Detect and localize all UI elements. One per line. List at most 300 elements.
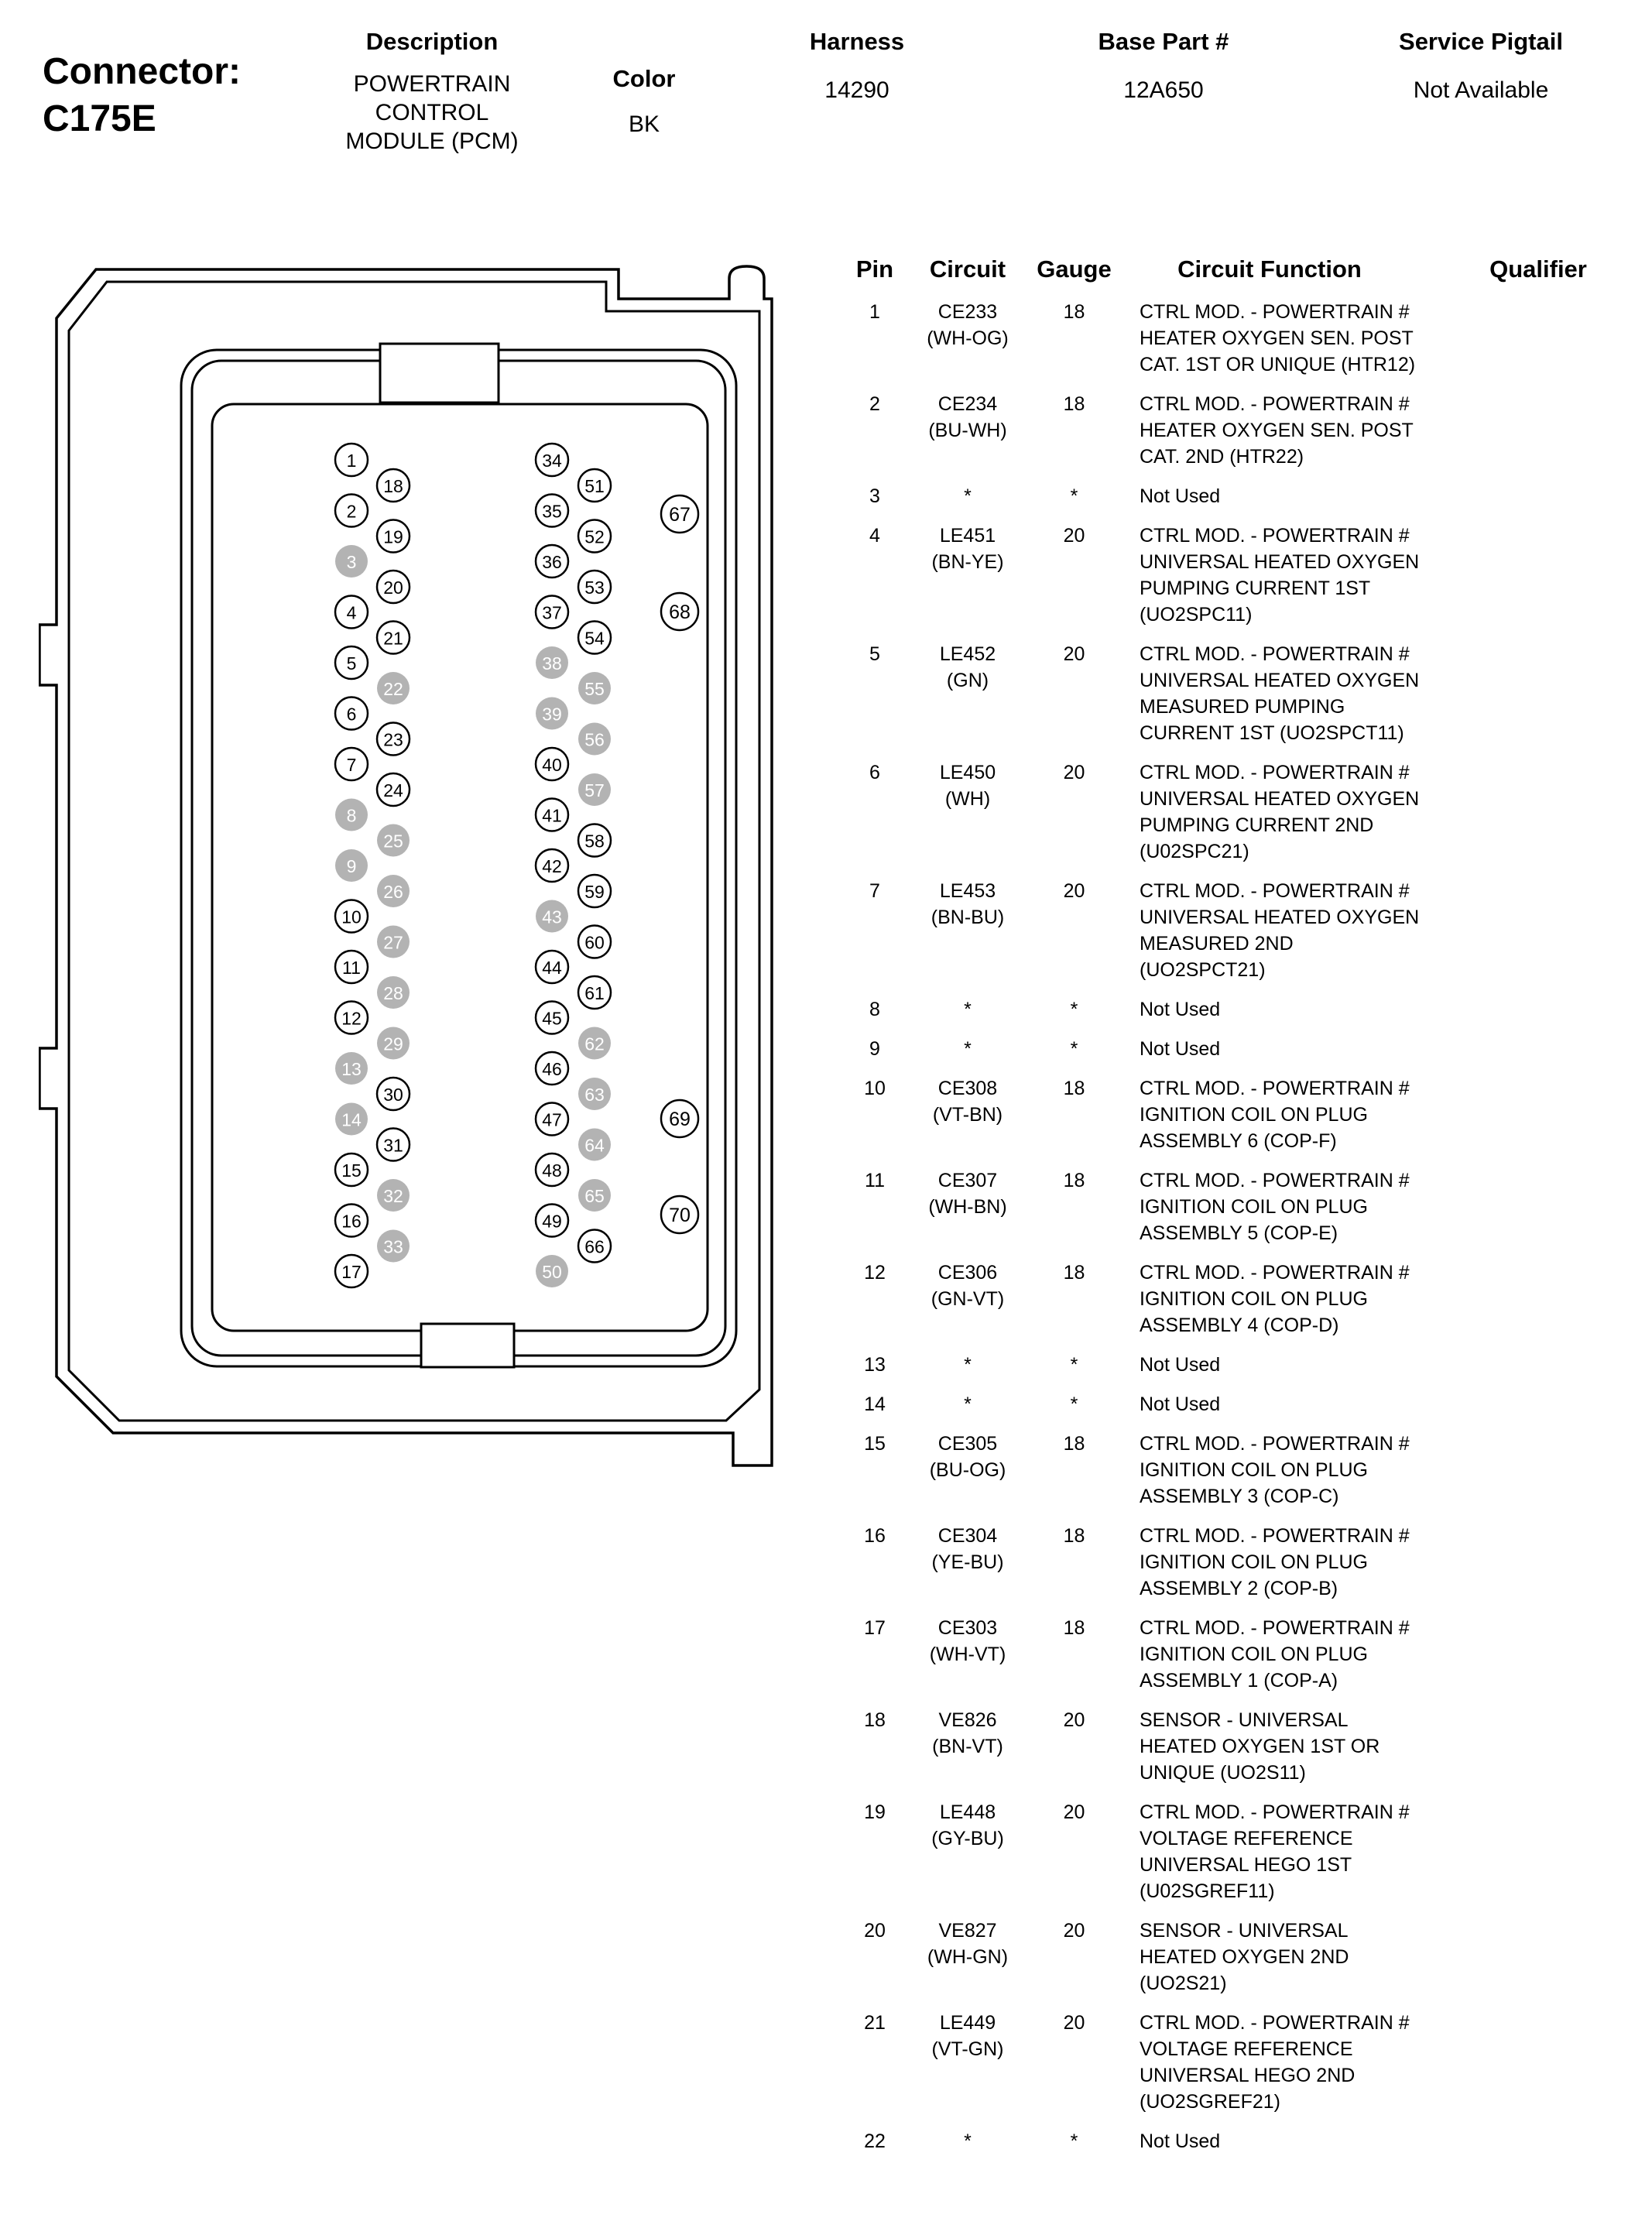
circuit-cell	[902, 1167, 1033, 1220]
circuit-cell	[902, 1352, 1033, 1378]
circuit-code: *	[964, 485, 972, 507]
svg-text:51: 51	[584, 476, 605, 496]
circuit-color-code: (YE-BU)	[931, 1551, 1004, 1573]
pin-44	[536, 951, 568, 983]
connector-title	[43, 48, 241, 143]
pin-9	[335, 849, 368, 882]
table-row	[848, 483, 1652, 509]
pin-28	[377, 976, 410, 1009]
connector-diagram	[39, 263, 852, 1626]
svg-text:25: 25	[383, 831, 403, 852]
pin-45	[536, 1002, 568, 1034]
svg-text:63: 63	[584, 1085, 605, 1105]
pin-64	[578, 1129, 611, 1161]
pin-46	[536, 1052, 568, 1085]
pin-20	[377, 571, 410, 603]
svg-text:46: 46	[542, 1059, 562, 1079]
pin-54	[578, 622, 611, 654]
pin-36	[536, 545, 568, 578]
pin-number-cell: 17	[864, 1617, 886, 1639]
circuit-color-code: (GN-VT)	[931, 1288, 1005, 1310]
svg-text:8: 8	[346, 805, 357, 826]
description-block	[324, 28, 540, 156]
pin-2	[335, 495, 368, 527]
pin-number-cell: 16	[864, 1525, 886, 1547]
pin-57	[578, 773, 611, 806]
shell-outer	[181, 350, 736, 1366]
svg-text:59: 59	[584, 882, 605, 902]
circuit-function-cell: CTRL MOD. - POWERTRAIN # HEATER OXYGEN SEN. POST CAT. 2ND (HTR22)	[1140, 393, 1414, 468]
svg-text:29: 29	[383, 1033, 403, 1054]
circuit-code: LE450	[939, 762, 996, 783]
circuit-cell	[902, 1075, 1033, 1128]
base-part-label: Base Part #	[1098, 28, 1229, 55]
svg-text:2: 2	[346, 501, 357, 522]
svg-text:26: 26	[383, 882, 403, 902]
pin-table-body	[848, 299, 1652, 2154]
circuit-code: LE451	[939, 525, 996, 547]
circuit-color-code: (BN-YE)	[931, 551, 1004, 573]
gauge-cell: *	[1070, 1393, 1078, 1415]
gauge-cell: 18	[1063, 1170, 1085, 1191]
table-row	[848, 878, 1652, 983]
table-row	[848, 1707, 1652, 1786]
color-value: BK	[628, 111, 660, 137]
circuit-function-cell: CTRL MOD. - POWERTRAIN # IGNITION COIL ON PLUG ASSEMBLY 2 (COP-B)	[1140, 1525, 1410, 1599]
svg-text:42: 42	[542, 856, 562, 876]
circuit-cell	[902, 1431, 1033, 1483]
circuit-code: CE307	[937, 1170, 998, 1191]
circuit-function-cell: SENSOR - UNIVERSAL HEATED OXYGEN 2ND (UO2S21)	[1140, 1920, 1349, 1994]
pin-number-cell: 18	[864, 1709, 886, 1731]
svg-text:62: 62	[584, 1033, 605, 1054]
pin-63	[578, 1078, 611, 1110]
pin-37	[536, 596, 568, 629]
pin-56	[578, 723, 611, 756]
svg-text:57: 57	[584, 780, 605, 800]
svg-text:38: 38	[542, 653, 562, 674]
pin-number-cell: 5	[869, 643, 880, 665]
pin-23	[377, 723, 410, 756]
pin-number-cell: 13	[864, 1354, 886, 1376]
gauge-cell: 18	[1063, 1433, 1085, 1455]
pin-number-cell: 8	[869, 999, 880, 1020]
pin-29	[377, 1027, 410, 1060]
pin-53	[578, 571, 611, 603]
svg-text:34: 34	[542, 451, 562, 471]
circuit-function-cell: CTRL MOD. - POWERTRAIN # VOLTAGE REFERENCE UNIVERSAL HEGO 1ST (U02SGREF11)	[1140, 1801, 1410, 1902]
pin-66	[578, 1230, 611, 1263]
pin-11	[335, 951, 368, 983]
circuit-cell	[902, 2128, 1033, 2154]
pin-number-cell: 9	[869, 1038, 880, 1060]
connector-id: C175E	[43, 98, 156, 140]
base-part-value: 12A650	[1123, 77, 1204, 103]
table-row	[848, 1036, 1652, 1062]
pin-4	[335, 596, 368, 629]
pin-39	[536, 698, 568, 730]
pin-table-header	[848, 255, 1652, 283]
table-row	[848, 299, 1652, 378]
pin-number-cell: 7	[869, 880, 880, 902]
circuit-function-cell: Not Used	[1140, 2130, 1221, 2152]
pin-21	[377, 622, 410, 654]
circuit-code: CE234	[937, 393, 998, 415]
table-row	[848, 1431, 1652, 1510]
circuit-cell	[902, 2010, 1033, 2062]
circuit-code: VE827	[938, 1920, 997, 1942]
svg-text:36: 36	[542, 552, 562, 572]
svg-text:27: 27	[383, 932, 403, 953]
pin-3	[335, 545, 368, 578]
gauge-cell: *	[1070, 1038, 1078, 1060]
pin-40	[536, 748, 568, 780]
circuit-cell	[902, 878, 1033, 931]
table-row	[848, 1523, 1652, 1602]
harness-label: Harness	[809, 28, 905, 55]
circuit-code: LE448	[939, 1801, 996, 1823]
circuit-function-cell: CTRL MOD. - POWERTRAIN # UNIVERSAL HEATED OXYGEN MEASURED 2ND (UO2SPCT21)	[1140, 880, 1420, 981]
pin-5	[335, 646, 368, 679]
housing-outer-outline	[39, 266, 772, 1465]
circuit-function-cell: CTRL MOD. - POWERTRAIN # UNIVERSAL HEATED OXYGEN MEASURED PUMPING CURRENT 1ST (UO2SPCT11)	[1140, 643, 1420, 744]
pin-25	[377, 824, 410, 857]
pin-32	[377, 1179, 410, 1212]
svg-text:43: 43	[542, 907, 562, 927]
pin-60	[578, 926, 611, 958]
circuit-color-code: (BU-OG)	[929, 1459, 1006, 1481]
gauge-cell: 20	[1063, 1801, 1085, 1823]
pin-50	[536, 1255, 568, 1287]
circuit-color-code: (BN-VT)	[932, 1736, 1003, 1757]
pin-number-cell: 14	[864, 1393, 886, 1415]
svg-text:17: 17	[341, 1262, 362, 1282]
svg-text:52: 52	[584, 526, 605, 547]
pin-61	[578, 976, 611, 1009]
circuit-color-code: (VT-GN)	[931, 2038, 1004, 2060]
table-row	[848, 2010, 1652, 2115]
gauge-cell: 20	[1063, 525, 1085, 547]
gauge-cell: 18	[1063, 1262, 1085, 1284]
circuit-code: *	[964, 2130, 972, 2152]
svg-text:54: 54	[584, 628, 605, 649]
svg-text:23: 23	[383, 729, 403, 750]
svg-text:66: 66	[584, 1236, 605, 1257]
svg-text:70: 70	[669, 1205, 691, 1226]
pin-number-cell: 4	[869, 525, 880, 547]
circuit-cell	[902, 1260, 1033, 1312]
circuit-cell	[902, 996, 1033, 1023]
circuit-cell	[902, 641, 1033, 694]
color-block	[598, 65, 691, 139]
shell-inner	[192, 361, 725, 1356]
service-pigtail-label: Service Pigtail	[1399, 28, 1563, 55]
circuit-code: CE233	[937, 301, 998, 323]
pin-65	[578, 1179, 611, 1212]
gauge-cell: 20	[1063, 643, 1085, 665]
svg-text:28: 28	[383, 983, 403, 1003]
header-pin: Pin	[855, 255, 894, 283]
pin-69	[661, 1100, 698, 1137]
svg-text:55: 55	[584, 679, 605, 699]
pin-24	[377, 773, 410, 806]
pin-67	[661, 495, 698, 533]
pin-layer	[335, 444, 698, 1287]
circuit-cell	[902, 299, 1033, 351]
pin-12	[335, 1002, 368, 1034]
description-line-3: MODULE (PCM)	[345, 129, 519, 154]
circuit-color-code: (WH-OG)	[927, 327, 1009, 349]
circuit-color-code: (BN-BU)	[931, 907, 1005, 928]
gauge-cell: 18	[1063, 1617, 1085, 1639]
circuit-code: CE306	[937, 1262, 998, 1284]
svg-text:32: 32	[383, 1186, 403, 1206]
table-row	[848, 1918, 1652, 1997]
svg-text:31: 31	[383, 1135, 403, 1156]
circuit-function-cell: CTRL MOD. - POWERTRAIN # IGNITION COIL ON PLUG ASSEMBLY 6 (COP-F)	[1140, 1078, 1410, 1152]
table-row	[848, 1260, 1652, 1339]
svg-text:6: 6	[346, 704, 357, 725]
pin-55	[578, 672, 611, 704]
svg-text:67: 67	[669, 504, 691, 526]
svg-text:18: 18	[383, 476, 403, 496]
circuit-function-cell: CTRL MOD. - POWERTRAIN # UNIVERSAL HEATED OXYGEN PUMPING CURRENT 2ND (U02SPC21)	[1140, 762, 1420, 862]
svg-text:40: 40	[542, 755, 562, 775]
svg-text:5: 5	[346, 653, 357, 674]
svg-text:15: 15	[341, 1160, 362, 1181]
pin-70	[661, 1196, 698, 1233]
pin-26	[377, 875, 410, 907]
svg-text:48: 48	[542, 1160, 562, 1181]
svg-text:3: 3	[346, 552, 357, 572]
gauge-cell: *	[1070, 1354, 1078, 1376]
circuit-cell	[902, 1615, 1033, 1668]
gauge-cell: *	[1070, 2130, 1078, 2152]
circuit-function-cell: Not Used	[1140, 999, 1221, 1020]
circuit-cell	[902, 483, 1033, 509]
circuit-code: LE452	[939, 643, 996, 665]
pin-43	[536, 900, 568, 933]
svg-text:45: 45	[542, 1008, 562, 1029]
circuit-function-cell: CTRL MOD. - POWERTRAIN # HEATER OXYGEN SEN. POST CAT. 1ST OR UNIQUE (HTR12)	[1140, 301, 1416, 375]
circuit-color-code: (WH-BN)	[928, 1196, 1007, 1218]
pin-38	[536, 646, 568, 679]
circuit-function-cell: CTRL MOD. - POWERTRAIN # IGNITION COIL ON PLUG ASSEMBLY 4 (COP-D)	[1140, 1262, 1410, 1336]
pin-number-cell: 19	[864, 1801, 886, 1823]
pin-number-cell: 10	[864, 1078, 886, 1099]
svg-text:14: 14	[341, 1109, 362, 1130]
base-part-block	[1067, 28, 1260, 105]
gauge-cell: 18	[1063, 393, 1085, 415]
pin-27	[377, 926, 410, 958]
svg-text:68: 68	[669, 602, 691, 623]
pin-47	[536, 1103, 568, 1136]
svg-text:64: 64	[584, 1135, 605, 1156]
svg-text:60: 60	[584, 932, 605, 953]
pin-number-cell: 6	[869, 762, 880, 783]
bottom-key-notch	[421, 1324, 514, 1367]
pin-number-cell: 1	[869, 301, 880, 323]
svg-text:33: 33	[383, 1236, 403, 1257]
circuit-code: *	[964, 999, 972, 1020]
svg-text:69: 69	[669, 1109, 691, 1130]
gauge-cell: 20	[1063, 880, 1085, 902]
svg-text:13: 13	[341, 1059, 362, 1079]
description-label: Description	[365, 28, 499, 55]
connector-label: Connector:	[43, 51, 241, 92]
circuit-cell	[902, 1036, 1033, 1062]
color-label: Color	[612, 65, 676, 92]
circuit-function-cell: Not Used	[1140, 1038, 1221, 1060]
circuit-color-code: (WH-GN)	[927, 1946, 1009, 1968]
pin-17	[335, 1255, 368, 1287]
circuit-code: CE308	[937, 1078, 998, 1099]
svg-text:24: 24	[383, 780, 403, 800]
pin-42	[536, 849, 568, 882]
pin-7	[335, 748, 368, 780]
circuit-color-code: (GN)	[946, 670, 989, 691]
circuit-code: *	[964, 1354, 972, 1376]
svg-text:9: 9	[346, 856, 357, 876]
pin-number-cell: 2	[869, 393, 880, 415]
circuit-color-code: (WH-VT)	[929, 1644, 1006, 1665]
harness-block	[768, 28, 946, 105]
circuit-cell	[902, 759, 1033, 812]
housing-inner-outline	[69, 282, 759, 1421]
gauge-cell: 20	[1063, 1709, 1085, 1731]
svg-text:49: 49	[542, 1211, 562, 1232]
circuit-code: CE305	[937, 1433, 998, 1455]
circuit-function-cell: Not Used	[1140, 1354, 1221, 1376]
svg-text:56: 56	[584, 729, 605, 750]
circuit-function-cell: SENSOR - UNIVERSAL HEATED OXYGEN 1ST OR UNIQUE (UO2S11)	[1140, 1709, 1380, 1784]
pin-number-cell: 3	[869, 485, 880, 507]
gauge-cell: 20	[1063, 2012, 1085, 2034]
pin-6	[335, 698, 368, 730]
circuit-code: *	[964, 1038, 972, 1060]
svg-text:44: 44	[542, 958, 562, 978]
table-row	[848, 641, 1652, 746]
table-row	[848, 996, 1652, 1023]
gauge-cell: 18	[1063, 1078, 1085, 1099]
pin-10	[335, 900, 368, 933]
pin-number-cell: 21	[864, 2012, 886, 2034]
circuit-function-cell: CTRL MOD. - POWERTRAIN # UNIVERSAL HEATED OXYGEN PUMPING CURRENT 1ST (UO2SPC11)	[1140, 525, 1420, 626]
pin-33	[377, 1230, 410, 1263]
svg-text:19: 19	[383, 526, 403, 547]
table-row	[848, 1799, 1652, 1904]
pin-number-cell: 15	[864, 1433, 886, 1455]
service-pigtail-block	[1365, 28, 1597, 105]
svg-text:58: 58	[584, 831, 605, 852]
header-qualifier: Qualifier	[1489, 255, 1587, 283]
pin-19	[377, 520, 410, 553]
circuit-cell	[902, 1707, 1033, 1760]
circuit-function-cell: CTRL MOD. - POWERTRAIN # IGNITION COIL ON PLUG ASSEMBLY 3 (COP-C)	[1140, 1433, 1410, 1507]
pin-62	[578, 1027, 611, 1060]
circuit-cell	[902, 1918, 1033, 1970]
circuit-code: VE826	[938, 1709, 997, 1731]
table-row	[848, 759, 1652, 865]
pin-48	[536, 1153, 568, 1186]
svg-text:37: 37	[542, 602, 562, 623]
pin-18	[377, 469, 410, 502]
table-row	[848, 1391, 1652, 1417]
pin-15	[335, 1153, 368, 1186]
circuit-code: LE453	[939, 880, 996, 902]
pin-31	[377, 1129, 410, 1161]
circuit-cell	[902, 391, 1033, 444]
svg-text:12: 12	[341, 1008, 362, 1029]
harness-value: 14290	[824, 77, 889, 103]
table-row	[848, 1352, 1652, 1378]
circuit-cell	[902, 1391, 1033, 1417]
gauge-cell: 20	[1063, 1920, 1085, 1942]
pin-49	[536, 1205, 568, 1237]
pin-13	[335, 1052, 368, 1085]
circuit-cell	[902, 1799, 1033, 1852]
pin-field-outline	[212, 404, 708, 1331]
table-row	[848, 2128, 1652, 2154]
table-row	[848, 523, 1652, 628]
svg-text:41: 41	[542, 805, 562, 826]
circuit-color-code: (VT-BN)	[932, 1104, 1003, 1126]
svg-text:47: 47	[542, 1109, 562, 1130]
pin-52	[578, 520, 611, 553]
pin-number-cell: 22	[864, 2130, 886, 2152]
circuit-code: CE303	[937, 1617, 998, 1639]
svg-text:4: 4	[346, 602, 357, 623]
circuit-color-code: (BU-WH)	[928, 420, 1007, 441]
svg-text:22: 22	[383, 679, 403, 699]
circuit-function-cell: CTRL MOD. - POWERTRAIN # IGNITION COIL ON PLUG ASSEMBLY 1 (COP-A)	[1140, 1617, 1410, 1692]
table-row	[848, 391, 1652, 470]
svg-text:10: 10	[341, 907, 362, 927]
pin-30	[377, 1078, 410, 1110]
svg-text:16: 16	[341, 1211, 362, 1232]
service-pigtail-value: Not Available	[1413, 77, 1549, 103]
pin-58	[578, 824, 611, 857]
header-gauge: Gauge	[1037, 255, 1112, 283]
svg-text:35: 35	[542, 501, 562, 522]
circuit-cell	[902, 523, 1033, 575]
circuit-code: LE449	[939, 2012, 996, 2034]
circuit-color-code: (WH)	[944, 788, 991, 810]
circuit-function-cell: CTRL MOD. - POWERTRAIN # VOLTAGE REFERENCE UNIVERSAL HEGO 2ND (UO2SGREF21)	[1140, 2012, 1410, 2113]
pin-22	[377, 672, 410, 704]
gauge-cell: *	[1070, 999, 1078, 1020]
circuit-cell	[902, 1523, 1033, 1575]
header-circuit-function: Circuit Function	[1177, 255, 1362, 283]
pin-number-cell: 12	[864, 1262, 886, 1284]
pin-41	[536, 799, 568, 831]
pin-59	[578, 875, 611, 907]
gauge-cell: 18	[1063, 301, 1085, 323]
svg-text:20: 20	[383, 578, 403, 598]
svg-text:21: 21	[383, 628, 403, 649]
pin-34	[536, 444, 568, 476]
top-key-notch	[380, 344, 499, 403]
svg-text:53: 53	[584, 578, 605, 598]
pin-68	[661, 593, 698, 630]
circuit-function-cell: Not Used	[1140, 1393, 1221, 1415]
description-line-1: POWERTRAIN	[353, 71, 511, 97]
circuit-color-code: (GY-BU)	[931, 1828, 1004, 1849]
header-circuit: Circuit	[929, 255, 1006, 283]
circuit-code: *	[964, 1393, 972, 1415]
svg-text:50: 50	[542, 1262, 562, 1282]
table-row	[848, 1167, 1652, 1246]
